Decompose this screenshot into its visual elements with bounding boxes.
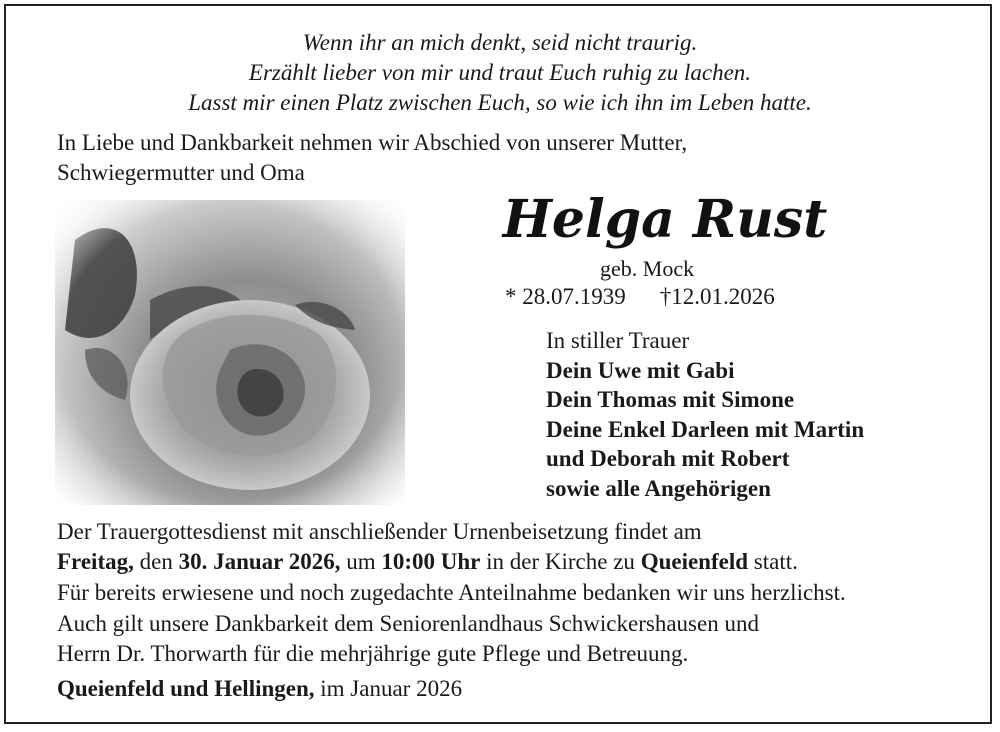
service-text: um <box>340 549 382 574</box>
service-time: 10:00 Uhr <box>381 549 481 574</box>
thanks-line: Herrn Dr. Thorwarth für die mehrjährige gute Pflege und Betreuung. <box>57 641 689 666</box>
birth-date: * 28.07.1939 <box>505 284 626 309</box>
death-date: †12.01.2026 <box>659 284 775 309</box>
closing-places: Queienfeld und Hellingen, <box>57 676 315 701</box>
closing-line <box>57 676 462 702</box>
service-text: statt. <box>748 549 798 574</box>
service-info <box>57 517 798 577</box>
poem-line: Erzählt lieber von mir und traut Euch ruhig zu lachen. <box>248 60 752 85</box>
intro-line: In Liebe und Dankbarkeit nehmen wir Abschied von unserer Mutter, <box>57 130 688 155</box>
poem-line: Lasst mir einen Platz zwischen Euch, so wie ich ihn im Leben hatte. <box>188 90 812 115</box>
thanks-line: Auch gilt unsere Dankbarkeit dem Seniorenlandhaus Schwickershausen und <box>57 610 759 636</box>
service-day: Freitag, <box>57 549 134 574</box>
mourners-list <box>546 326 864 503</box>
rose-photo <box>55 200 405 505</box>
poem <box>0 28 1000 118</box>
service-date: 30. Januar 2026, <box>178 549 341 574</box>
service-text: den <box>133 549 179 574</box>
thanks-text <box>57 578 846 670</box>
thanks-line: Für bereits erwiesene und noch zugedachte Anteilnahme bedanken wir uns herzlichst. <box>57 580 846 605</box>
birth-name: geb. Mock <box>600 256 695 281</box>
deceased-name: Helga Rust <box>502 189 828 250</box>
mourner-line: Dein Thomas mit Simone <box>546 387 795 412</box>
service-text: in der Kirche zu <box>480 549 641 574</box>
poem-line: Wenn ihr an mich denkt, seid nicht traurig. <box>302 30 698 55</box>
service-place: Queienfeld <box>640 549 749 574</box>
service-details <box>57 547 798 577</box>
service-line: Der Trauergottesdienst mit anschließender Urnenbeisetzung findet am <box>57 519 702 544</box>
mourners-heading: In stiller Trauer <box>546 328 690 353</box>
intro-text <box>57 128 687 188</box>
closing-date: im Januar 2026 <box>314 676 463 701</box>
rose-illustration <box>55 200 405 505</box>
mourner-line: und Deborah mit Robert <box>546 446 790 471</box>
mourner-line: Dein Uwe mit Gabi <box>546 357 735 383</box>
intro-line: Schwiegermutter und Oma <box>57 160 305 185</box>
life-dates <box>505 284 775 310</box>
mourner-line: sowie alle Angehörigen <box>546 475 771 501</box>
mourner-line: Deine Enkel Darleen mit Martin <box>546 416 865 442</box>
